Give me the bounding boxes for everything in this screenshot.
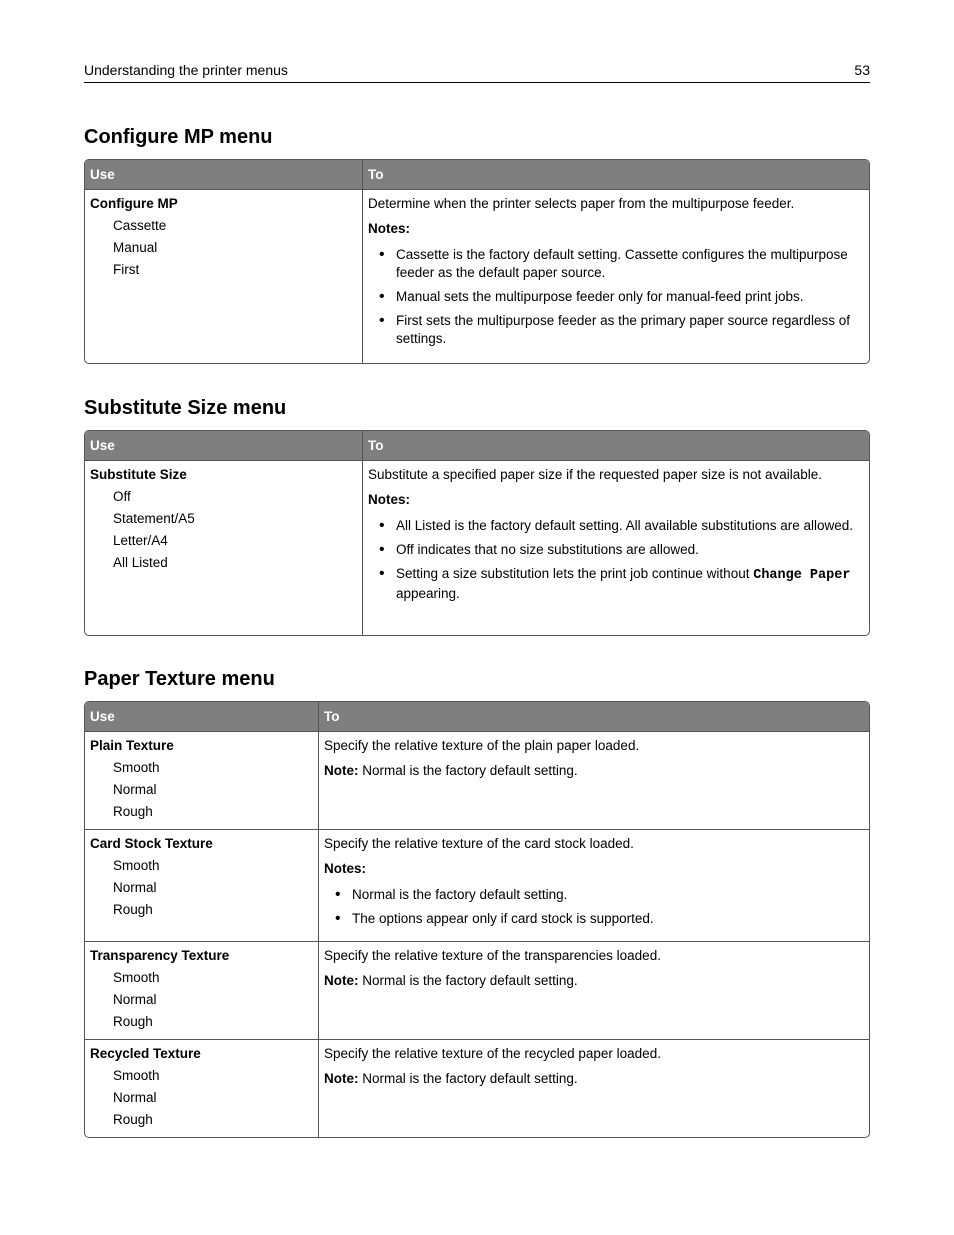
configure-mp-table (84, 159, 870, 364)
substitute-size-table (84, 430, 870, 636)
note-item (368, 565, 864, 603)
to-cell (362, 189, 869, 363)
option-item: Cassette (113, 218, 167, 233)
note-line (324, 1071, 578, 1086)
description: Specify the relative texture of the transparencies loaded. (324, 948, 661, 963)
option-item: Rough (113, 804, 153, 819)
option-item: Manual (113, 240, 158, 255)
to-cell (318, 829, 869, 941)
use-cell (85, 829, 318, 941)
setting-name: Card Stock Texture (90, 836, 213, 851)
note-text: Normal is the factory default setting. (358, 973, 578, 988)
notes-label: Notes: (324, 861, 367, 876)
note-item: • Manual sets the multipurpose feeder only for manual-feed print jobs. (368, 288, 864, 306)
option-item: Normal (113, 782, 157, 797)
table-row (85, 460, 869, 635)
note-text: appearing. (396, 586, 460, 601)
note-item: • Off indicates that no size substitutions are allowed. (368, 541, 864, 559)
description: Specify the relative texture of the card stock loaded. (324, 836, 634, 851)
col-use-header: Use (85, 431, 362, 460)
table-row (85, 829, 869, 941)
note-item: • All Listed is the factory default setting. All available substitutions are allowed. (368, 517, 864, 535)
paper-texture-table (84, 701, 870, 1138)
table-row (85, 1039, 869, 1137)
notes-list (368, 246, 864, 348)
option-item: Normal (113, 1090, 157, 1105)
configure-mp-heading: Configure MP menu (84, 126, 273, 148)
note-label: Note: (324, 763, 359, 778)
option-item: Rough (113, 1112, 153, 1127)
substitute-size-heading: Substitute Size menu (84, 397, 287, 419)
table-row (85, 189, 869, 363)
notes-list (368, 517, 864, 603)
description: Substitute a specified paper size if the requested paper size is not available. (368, 467, 823, 482)
note-label: Note: (324, 1071, 359, 1086)
note-line (324, 973, 578, 988)
note-line (324, 763, 578, 778)
table-row (85, 731, 869, 829)
option-item: Smooth (113, 760, 160, 775)
to-cell (318, 731, 869, 829)
description: Determine when the printer selects paper from the multipurpose feeder. (368, 196, 795, 211)
note-item: • Cassette is the factory default setting. Cassette configures the multipurpose feeder as the default paper source. (368, 246, 864, 282)
notes-label: Notes: (368, 492, 411, 507)
use-cell (85, 941, 318, 1039)
paper-texture-heading: Paper Texture menu (84, 668, 275, 690)
option-item: Rough (113, 902, 153, 917)
setting-name: Plain Texture (90, 738, 174, 753)
note-text: Setting a size substitution lets the print job continue without (396, 566, 754, 581)
col-to-header: To (362, 431, 869, 460)
note-text: Normal is the factory default setting. (358, 763, 578, 778)
setting-name: Recycled Texture (90, 1046, 201, 1061)
option-item: Statement/A5 (113, 511, 195, 526)
use-cell (85, 189, 362, 363)
col-to-header: To (318, 702, 869, 731)
option-item: Off (113, 489, 131, 504)
use-cell (85, 460, 362, 635)
use-cell (85, 731, 318, 829)
to-cell (318, 941, 869, 1039)
col-use-header: Use (85, 160, 362, 189)
option-item: Normal (113, 992, 157, 1007)
option-item: Rough (113, 1014, 153, 1029)
option-item: First (113, 262, 140, 277)
option-item: Smooth (113, 970, 160, 985)
option-item: All Listed (113, 555, 168, 570)
option-item: Smooth (113, 858, 160, 873)
option-item: Normal (113, 880, 157, 895)
page-header (84, 60, 870, 83)
col-to-header: To (362, 160, 869, 189)
code-text: Change Paper (753, 568, 851, 583)
setting-name: Transparency Texture (90, 948, 230, 963)
note-item: • Normal is the factory default setting. (324, 886, 864, 904)
description: Specify the relative texture of the recycled paper loaded. (324, 1046, 661, 1061)
page-number: 53 (854, 62, 870, 78)
notes-list (324, 886, 864, 928)
section-title: Understanding the printer menus (84, 62, 288, 78)
to-cell (362, 460, 869, 635)
notes-label: Notes: (368, 221, 411, 236)
description: Specify the relative texture of the plain paper loaded. (324, 738, 640, 753)
note-text: Normal is the factory default setting. (358, 1071, 578, 1086)
to-cell (318, 1039, 869, 1137)
setting-name: Configure MP (90, 196, 178, 211)
note-item: • First sets the multipurpose feeder as the primary paper source regardless of settings. (368, 312, 864, 348)
note-item: • The options appear only if card stock is supported. (324, 910, 864, 928)
table-row (85, 941, 869, 1039)
note-label: Note: (324, 973, 359, 988)
setting-name: Substitute Size (90, 467, 187, 482)
option-item: Letter/A4 (113, 533, 168, 548)
use-cell (85, 1039, 318, 1137)
col-use-header: Use (85, 702, 318, 731)
option-item: Smooth (113, 1068, 160, 1083)
